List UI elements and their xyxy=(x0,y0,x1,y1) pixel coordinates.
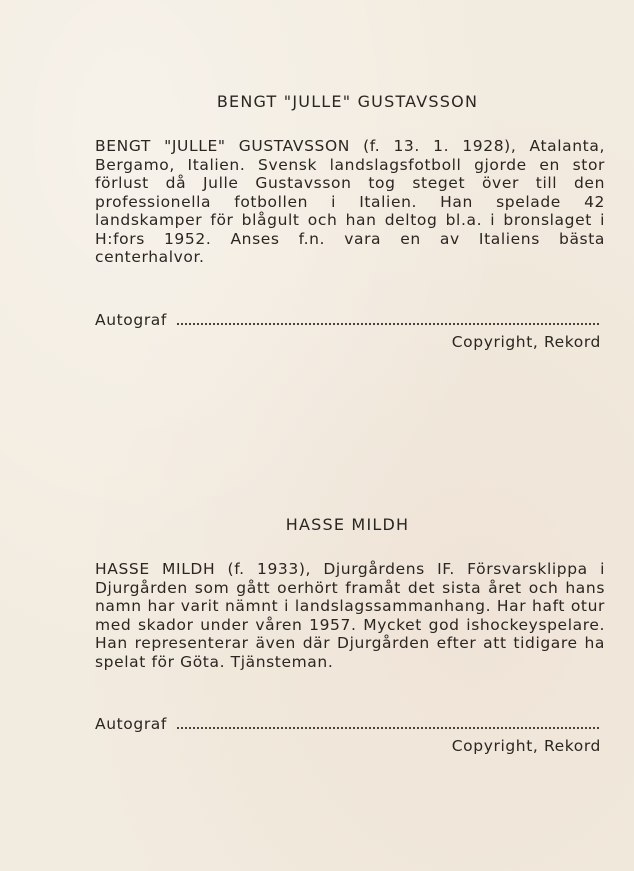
autograph-line xyxy=(95,311,605,329)
autograph-dotted-line xyxy=(177,717,599,729)
player-section-gustavsson xyxy=(95,92,605,351)
player-bio: BENGT "JULLE" GUSTAVSSON (f. 13. 1. 1928), Atalanta, Bergamo, Italien. Svensk landslagsfotboll gjorde en stor förlust då Julle Gustavsson tog steget över till den professionella fotbollen i Italien. Han spelade 42 landskamper för blågult och han deltog bl.a. i bronslaget i H:fors 1952. Anses f.n. vara en av Italiens bästa centerhalvor. xyxy=(95,137,605,266)
copyright-text: Copyright, Rekord xyxy=(451,332,601,351)
autograph-dotted-line xyxy=(177,313,599,325)
player-bio: HASSE MILDH (f. 1933), Djurgårdens IF. Försvarsklippa i Djurgården som gått oerhört framåt det sista året och hans namn har varit nämnt i landslagssammanhang. Har haft otur med skador under våren 1957. Mycket god ishockeyspelare. Han representerar även där Djurgården efter att tidigare ha spelat för Göta. Tjänsteman. xyxy=(95,560,605,671)
player-title: BENGT "JULLE" GUSTAVSSON xyxy=(216,92,479,111)
autograph-label: Autograf xyxy=(95,310,167,329)
player-section-mildh xyxy=(95,515,605,755)
copyright-text: Copyright, Rekord xyxy=(451,737,601,755)
player-title: HASSE MILDH xyxy=(285,515,410,534)
autograph-line xyxy=(95,715,605,733)
autograph-label: Autograf xyxy=(95,715,167,733)
